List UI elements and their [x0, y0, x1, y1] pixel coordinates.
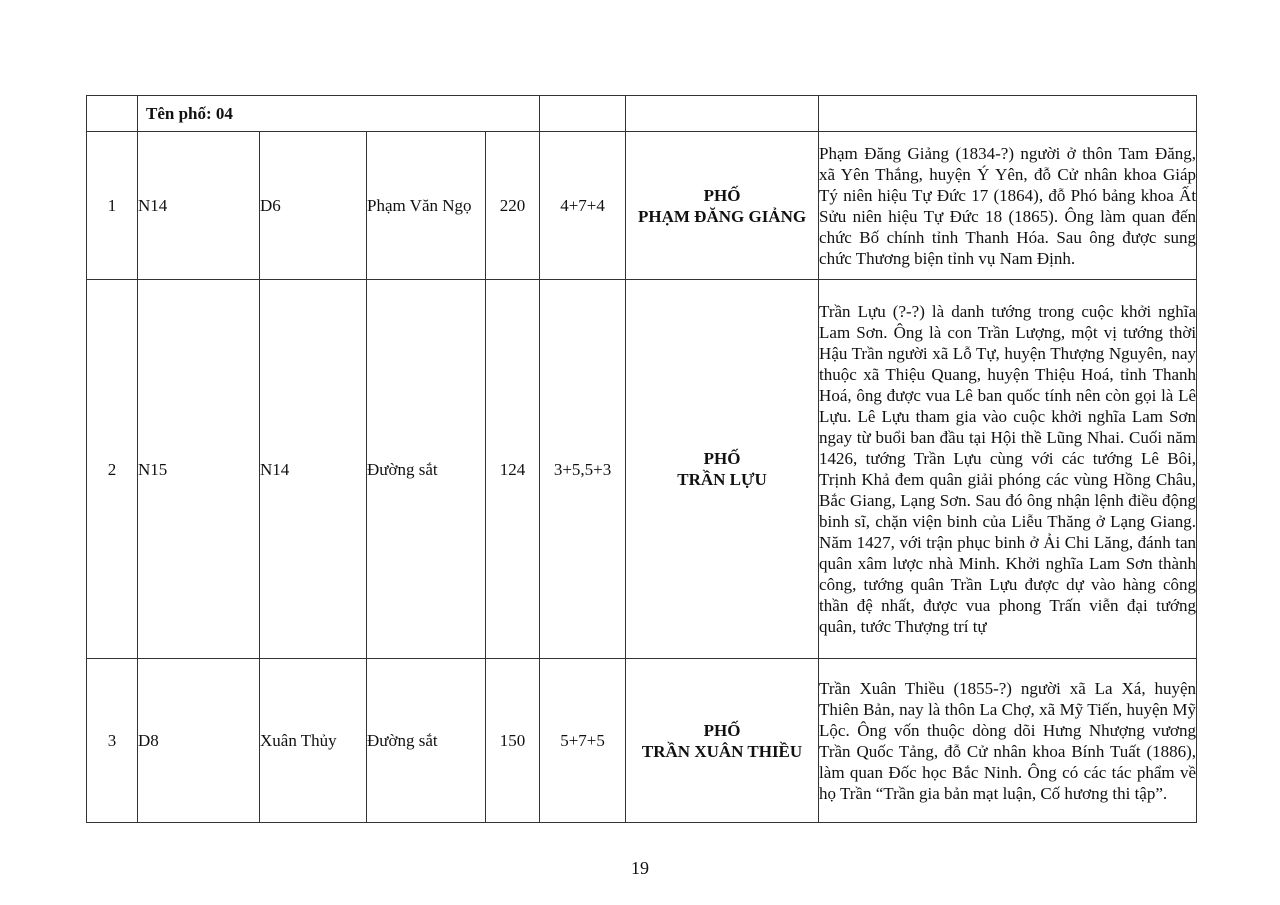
- road-code: N15: [138, 280, 260, 659]
- street-name: [626, 280, 819, 659]
- road-length: 124: [486, 280, 540, 659]
- start-point: N14: [260, 280, 367, 659]
- street-name: [626, 659, 819, 823]
- end-point: Đường sắt: [367, 659, 486, 823]
- end-point: Đường sắt: [367, 280, 486, 659]
- end-point: Phạm Văn Ngọ: [367, 132, 486, 280]
- street-name-prefix: PHỐ: [703, 449, 741, 468]
- start-point: D6: [260, 132, 367, 280]
- road-length: 220: [486, 132, 540, 280]
- road-code: N14: [138, 132, 260, 280]
- street-group-label: Tên phố: 04: [138, 96, 540, 132]
- table-row: [87, 132, 1197, 280]
- header-empty-cell: [87, 96, 138, 132]
- street-name-prefix: PHỐ: [703, 720, 741, 740]
- street-name-prefix: PHỐ: [703, 185, 741, 205]
- row-index: 3: [87, 659, 138, 823]
- street-description: Phạm Đăng Giảng (1834-?) người ở thôn Tam Đăng, xã Yên Thắng, huyện Ý Yên, đỗ Cử nhân khoa Giáp Tý niên hiệu Tự Đức 17 (1864), đỗ Phó bảng khoa Ất Sửu niên hiệu Tự Đức 18 (1865). Ông làm quan đến chức Bố chính tỉnh Thanh Hóa. Sau ông được sung chức Thương biện tỉnh vụ Nam Định.: [819, 132, 1197, 280]
- street-naming-table: [86, 95, 1197, 823]
- table-header-row: [87, 96, 1197, 132]
- table-row: [87, 659, 1197, 823]
- road-code: D8: [138, 659, 260, 823]
- road-length: 150: [486, 659, 540, 823]
- street-description: Trần Xuân Thiều (1855-?) người xã La Xá, huyện Thiên Bản, nay là thôn La Chợ, xã Mỹ Tiến, huyện Mỹ Lộc. Ông vốn thuộc dòng dõi Hưng Nhượng vương Trần Quốc Tảng, đỗ Cử nhân khoa Bính Tuất (1886), làm quan Đốc học Bắc Ninh. Ông có các tác phẩm về họ Trần “Trần gia bản mạt luận, Cố hương thi tập”.: [819, 659, 1197, 823]
- cross-section: 4+7+4: [540, 132, 626, 280]
- header-empty-cell: [626, 96, 819, 132]
- street-name: [626, 132, 819, 280]
- street-name-main: TRẦN XUÂN THIỀU: [641, 741, 803, 761]
- cross-section: 5+7+5: [540, 659, 626, 823]
- cross-section: 3+5,5+3: [540, 280, 626, 659]
- row-index: 1: [87, 132, 138, 280]
- page-number: 19: [631, 858, 649, 878]
- header-empty-cell: [819, 96, 1197, 132]
- start-point: Xuân Thủy: [260, 659, 367, 823]
- table-row: [87, 280, 1197, 659]
- street-name-main: PHẠM ĐĂNG GIẢNG: [637, 206, 807, 226]
- street-description: Trần Lựu (?-?) là danh tướng trong cuộc khởi nghĩa Lam Sơn. Ông là con Trần Lượng, một vị tướng thời Hậu Trần người xã Lỗ Tự, huyện Thượng Nguyên, nay thuộc xã Thiệu Quang, huyện Thiệu Hoá, tỉnh Thanh Hoá, ông được vua Lê ban quốc tính nên còn gọi là Lê Lựu. Lê Lựu tham gia vào cuộc khởi nghĩa Lam Sơn ngay từ buổi ban đầu tại Hội thề Lũng Nhai. Cuối năm 1426, tướng Trần Lựu cùng với các tướng Lê Bôi, Trịnh Khả đem quân giải phóng các vùng Hồng Châu, Bắc Giang, Lạng Sơn. Sau đó ông nhận lệnh điều động binh sĩ, chặn viện binh của Liễu Thăng ở Lạng Giang. Năm 1427, với trận phục binh ở Ải Chi Lăng, đánh tan quân xâm lược nhà Minh. Khởi nghĩa Lam Sơn thành công, tướng quân Trần Lựu được dự vào hàng công thần đệ nhất, được vua phong Trấn viễn đại tướng quân, tước Thượng trí tự: [819, 280, 1197, 659]
- street-name-main: TRẦN LỰU: [677, 470, 767, 489]
- row-index: 2: [87, 280, 138, 659]
- header-empty-cell: [540, 96, 626, 132]
